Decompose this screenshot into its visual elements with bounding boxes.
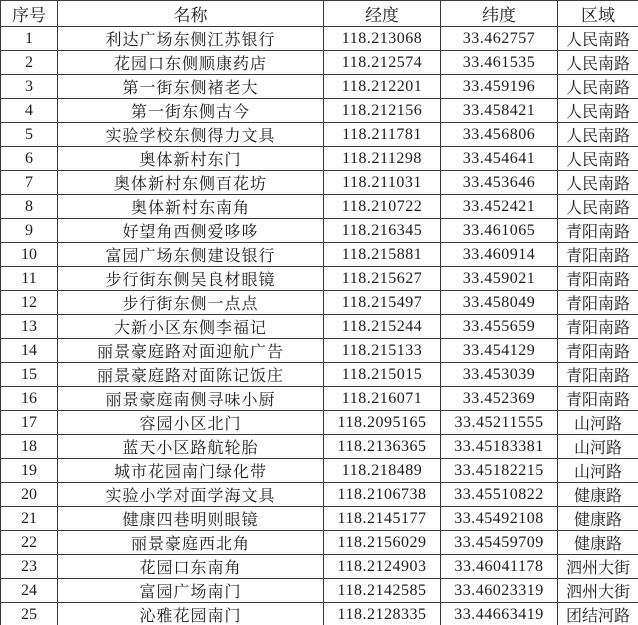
longitude-cell: 118.216345 [324,219,441,243]
name-cell: 容园小区北门 [58,411,324,435]
row-index-cell: 14 [1,339,58,363]
table-row [1,363,638,387]
latitude-cell: 33.460914 [441,243,558,267]
longitude-cell: 118.2128335 [324,603,441,625]
name-cell: 蓝天小区路航轮胎 [58,435,324,459]
region-cell: 人民南路 [558,75,638,99]
table-row [1,27,638,51]
name-cell: 健康四巷明则眼镜 [58,507,324,531]
latitude-cell: 33.45182215 [441,459,558,483]
header-longitude: 经度 [324,1,441,27]
name-cell: 实验小学对面学海文具 [58,483,324,507]
table-row [1,219,638,243]
longitude-cell: 118.2145177 [324,507,441,531]
table-row [1,147,638,171]
name-cell: 花园口东南角 [58,555,324,579]
region-cell: 人民南路 [558,195,638,219]
longitude-cell: 118.212201 [324,75,441,99]
table-row [1,339,638,363]
row-index-cell: 6 [1,147,58,171]
name-cell: 富园广场东侧建设银行 [58,243,324,267]
name-cell: 丽景豪庭路对面陈记饭庄 [58,363,324,387]
longitude-cell: 118.210722 [324,195,441,219]
row-index-cell: 19 [1,459,58,483]
table-row [1,555,638,579]
region-cell: 团结河路 [558,603,638,625]
row-index-cell: 5 [1,123,58,147]
region-cell: 健康路 [558,531,638,555]
table-row [1,579,638,603]
latitude-cell: 33.459021 [441,267,558,291]
name-cell: 第一街东侧古今 [58,99,324,123]
latitude-cell: 33.461535 [441,51,558,75]
row-index-cell: 7 [1,171,58,195]
region-cell: 人民南路 [558,51,638,75]
region-cell: 青阳南路 [558,387,638,411]
row-index-cell: 1 [1,27,58,51]
table-row [1,171,638,195]
latitude-cell: 33.459196 [441,75,558,99]
table-row [1,99,638,123]
longitude-cell: 118.215497 [324,291,441,315]
latitude-cell: 33.453646 [441,171,558,195]
table-body [1,27,638,625]
name-cell: 沁雅花园南门 [58,603,324,625]
row-index-cell: 2 [1,51,58,75]
region-cell: 健康路 [558,507,638,531]
name-cell: 城市花园南门绿化带 [58,459,324,483]
region-cell: 青阳南路 [558,219,638,243]
latitude-cell: 33.453039 [441,363,558,387]
table-row [1,195,638,219]
region-cell: 青阳南路 [558,291,638,315]
name-cell: 利达广场东侧江苏银行 [58,27,324,51]
longitude-cell: 118.218489 [324,459,441,483]
header-latitude: 纬度 [441,1,558,27]
latitude-cell: 33.45492108 [441,507,558,531]
row-index-cell: 16 [1,387,58,411]
latitude-cell: 33.455659 [441,315,558,339]
name-cell: 富园广场南门 [58,579,324,603]
table-row [1,435,638,459]
name-cell: 步行街东侧一点点 [58,291,324,315]
name-cell: 奥体新村东南角 [58,195,324,219]
row-index-cell: 23 [1,555,58,579]
row-index-cell: 24 [1,579,58,603]
latitude-cell: 33.462757 [441,27,558,51]
region-cell: 山河路 [558,411,638,435]
name-cell: 奥体新村东侧百花坊 [58,171,324,195]
row-index-cell: 13 [1,315,58,339]
row-index-cell: 3 [1,75,58,99]
row-index-cell: 17 [1,411,58,435]
longitude-cell: 118.2156029 [324,531,441,555]
longitude-cell: 118.213068 [324,27,441,51]
table-row [1,123,638,147]
table-row [1,483,638,507]
name-cell: 第一街东侧褚老大 [58,75,324,99]
header-index: 序号 [1,1,58,27]
latitude-cell: 33.46023319 [441,579,558,603]
latitude-cell: 33.456806 [441,123,558,147]
region-cell: 山河路 [558,459,638,483]
table-row [1,411,638,435]
longitude-cell: 118.212574 [324,51,441,75]
name-cell: 步行街东侧吴良材眼镜 [58,267,324,291]
longitude-cell: 118.211781 [324,123,441,147]
longitude-cell: 118.2124903 [324,555,441,579]
longitude-cell: 118.2095165 [324,411,441,435]
region-cell: 人民南路 [558,99,638,123]
table-row [1,507,638,531]
table-row [1,243,638,267]
name-cell: 丽景豪庭西北角 [58,531,324,555]
region-cell: 人民南路 [558,123,638,147]
latitude-cell: 33.454129 [441,339,558,363]
latitude-cell: 33.45211555 [441,411,558,435]
name-cell: 好望角西侧爱哆哆 [58,219,324,243]
table-row [1,51,638,75]
region-cell: 青阳南路 [558,363,638,387]
row-index-cell: 18 [1,435,58,459]
row-index-cell: 4 [1,99,58,123]
region-cell: 人民南路 [558,27,638,51]
longitude-cell: 118.216071 [324,387,441,411]
latitude-cell: 33.454641 [441,147,558,171]
row-index-cell: 10 [1,243,58,267]
longitude-cell: 118.215244 [324,315,441,339]
longitude-cell: 118.211298 [324,147,441,171]
longitude-cell: 118.215627 [324,267,441,291]
region-cell: 青阳南路 [558,243,638,267]
name-cell: 丽景豪庭南侧寻味小厨 [58,387,324,411]
name-cell: 实验学校东侧得力文具 [58,123,324,147]
region-cell: 人民南路 [558,147,638,171]
header-name: 名称 [58,1,324,27]
table-row [1,387,638,411]
longitude-cell: 118.2136365 [324,435,441,459]
longitude-cell: 118.215015 [324,363,441,387]
latitude-cell: 33.45510822 [441,483,558,507]
name-cell: 丽景豪庭路对面迎航广告 [58,339,324,363]
longitude-cell: 118.215881 [324,243,441,267]
longitude-cell: 118.211031 [324,171,441,195]
row-index-cell: 9 [1,219,58,243]
region-cell: 人民南路 [558,171,638,195]
name-cell: 大新小区东侧李福记 [58,315,324,339]
table-row [1,315,638,339]
latitude-cell: 33.45183381 [441,435,558,459]
row-index-cell: 20 [1,483,58,507]
longitude-cell: 118.2106738 [324,483,441,507]
name-cell: 花园口东侧顺康药店 [58,51,324,75]
table-header [1,1,638,27]
region-cell: 泗州大街 [558,555,638,579]
latitude-cell: 33.452421 [441,195,558,219]
table-row [1,267,638,291]
header-row [1,1,638,27]
row-index-cell: 12 [1,291,58,315]
row-index-cell: 22 [1,531,58,555]
region-cell: 泗州大街 [558,579,638,603]
table-row [1,291,638,315]
row-index-cell: 25 [1,603,58,625]
longitude-cell: 118.2142585 [324,579,441,603]
table-row [1,75,638,99]
row-index-cell: 8 [1,195,58,219]
header-region: 区域 [558,1,638,27]
longitude-cell: 118.215133 [324,339,441,363]
region-cell: 青阳南路 [558,315,638,339]
table-row [1,603,638,625]
longitude-cell: 118.212156 [324,99,441,123]
row-index-cell: 15 [1,363,58,387]
row-index-cell: 21 [1,507,58,531]
row-index-cell: 11 [1,267,58,291]
latitude-cell: 33.458049 [441,291,558,315]
latitude-cell: 33.44663419 [441,603,558,625]
region-cell: 青阳南路 [558,267,638,291]
table-row [1,459,638,483]
latitude-cell: 33.45459709 [441,531,558,555]
latitude-cell: 33.452369 [441,387,558,411]
latitude-cell: 33.461065 [441,219,558,243]
region-cell: 健康路 [558,483,638,507]
region-cell: 山河路 [558,435,638,459]
latitude-cell: 33.458421 [441,99,558,123]
latitude-cell: 33.46041178 [441,555,558,579]
region-cell: 青阳南路 [558,339,638,363]
table-row [1,531,638,555]
name-cell: 奥体新村东门 [58,147,324,171]
